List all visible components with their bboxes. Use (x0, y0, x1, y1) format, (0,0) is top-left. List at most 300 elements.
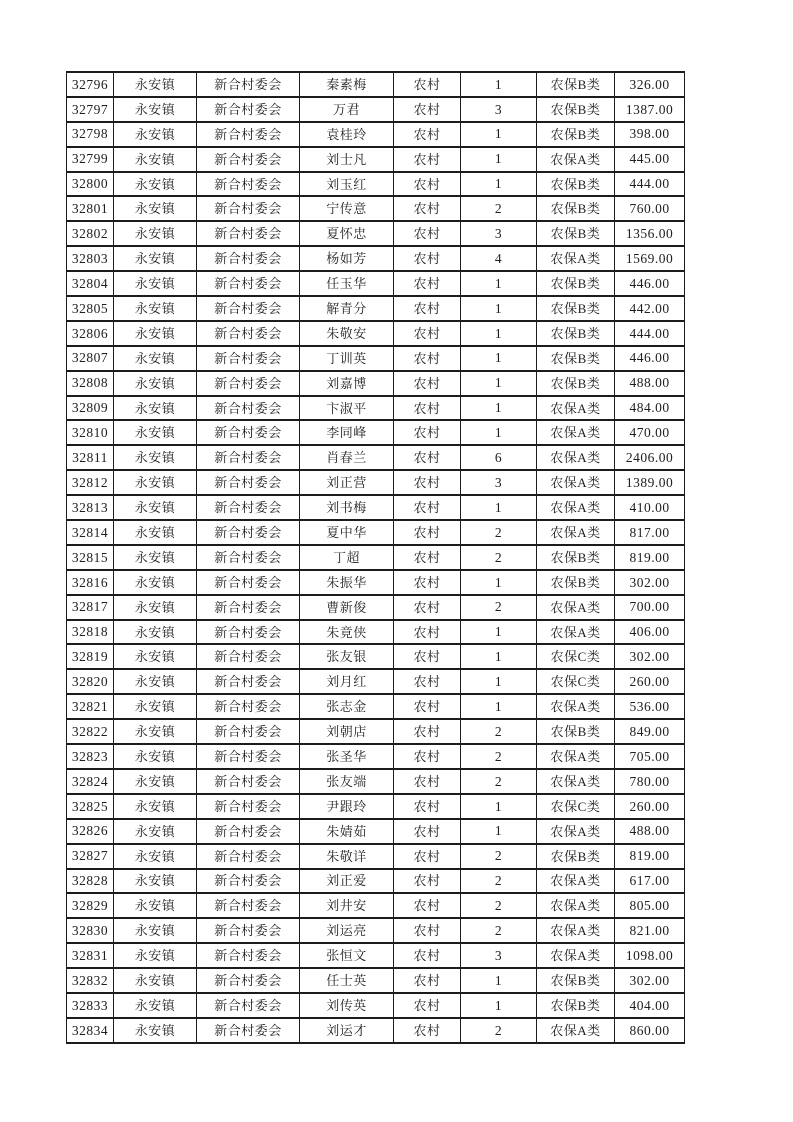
cell-person-count: 1 (461, 694, 537, 719)
cell-person-count: 6 (461, 445, 537, 470)
cell-insurance-class: 农保B类 (537, 545, 615, 570)
cell-person-name: 袁桂玲 (300, 122, 394, 147)
cell-person-name: 卞淑平 (300, 396, 394, 421)
cell-person-name: 刘运亮 (300, 918, 394, 943)
cell-town: 永安镇 (114, 869, 197, 894)
table-row (67, 147, 685, 172)
table-row (67, 72, 685, 97)
cell-insurance-class: 农保A类 (537, 420, 615, 445)
cell-village-committee: 新合村委会 (197, 470, 300, 495)
cell-town: 永安镇 (114, 620, 197, 645)
table-row (67, 122, 685, 147)
table-row (67, 396, 685, 421)
cell-amount: 488.00 (615, 371, 685, 396)
table-row (67, 545, 685, 570)
cell-amount: 470.00 (615, 420, 685, 445)
cell-person-name: 李同峰 (300, 420, 394, 445)
cell-town: 永安镇 (114, 420, 197, 445)
table-row (67, 371, 685, 396)
cell-insurance-class: 农保B类 (537, 271, 615, 296)
cell-town: 永安镇 (114, 321, 197, 346)
cell-amount: 821.00 (615, 918, 685, 943)
cell-village-committee: 新合村委会 (197, 869, 300, 894)
cell-amount: 444.00 (615, 172, 685, 197)
cell-person-count: 1 (461, 396, 537, 421)
cell-person-count: 3 (461, 470, 537, 495)
cell-serial-number: 32801 (67, 196, 114, 221)
cell-person-count: 2 (461, 719, 537, 744)
cell-person-name: 朱婧茹 (300, 819, 394, 844)
cell-insurance-class: 农保A类 (537, 694, 615, 719)
cell-person-name: 刘运才 (300, 1018, 394, 1043)
cell-insurance-class: 农保B类 (537, 172, 615, 197)
cell-amount: 260.00 (615, 669, 685, 694)
cell-person-name: 张恒文 (300, 943, 394, 968)
cell-insurance-class: 农保A类 (537, 495, 615, 520)
cell-person-count: 1 (461, 495, 537, 520)
cell-household-type: 农村 (394, 97, 461, 122)
cell-amount: 817.00 (615, 520, 685, 545)
cell-serial-number: 32800 (67, 172, 114, 197)
cell-person-count: 2 (461, 545, 537, 570)
cell-household-type: 农村 (394, 943, 461, 968)
cell-amount: 819.00 (615, 844, 685, 869)
cell-village-committee: 新合村委会 (197, 296, 300, 321)
cell-insurance-class: 农保B类 (537, 968, 615, 993)
cell-household-type: 农村 (394, 545, 461, 570)
cell-person-count: 4 (461, 246, 537, 271)
cell-insurance-class: 农保B类 (537, 196, 615, 221)
table-row (67, 420, 685, 445)
cell-person-count: 1 (461, 794, 537, 819)
cell-person-name: 刘玉红 (300, 172, 394, 197)
cell-person-name: 刘士凡 (300, 147, 394, 172)
cell-amount: 444.00 (615, 321, 685, 346)
cell-person-count: 1 (461, 346, 537, 371)
cell-serial-number: 32796 (67, 72, 114, 97)
cell-serial-number: 32807 (67, 346, 114, 371)
cell-insurance-class: 农保B类 (537, 570, 615, 595)
table-row (67, 794, 685, 819)
cell-household-type: 农村 (394, 221, 461, 246)
cell-town: 永安镇 (114, 893, 197, 918)
cell-village-committee: 新合村委会 (197, 396, 300, 421)
cell-serial-number: 32815 (67, 545, 114, 570)
cell-person-count: 2 (461, 595, 537, 620)
cell-insurance-class: 农保B类 (537, 993, 615, 1018)
cell-village-committee: 新合村委会 (197, 495, 300, 520)
cell-household-type: 农村 (394, 893, 461, 918)
cell-village-committee: 新合村委会 (197, 122, 300, 147)
cell-insurance-class: 农保B类 (537, 221, 615, 246)
table-body (67, 72, 685, 1043)
cell-person-name: 刘正营 (300, 470, 394, 495)
cell-person-name: 刘正爱 (300, 869, 394, 894)
cell-village-committee: 新合村委会 (197, 221, 300, 246)
table-row (67, 570, 685, 595)
cell-household-type: 农村 (394, 520, 461, 545)
cell-village-committee: 新合村委会 (197, 321, 300, 346)
cell-village-committee: 新合村委会 (197, 644, 300, 669)
cell-insurance-class: 农保A类 (537, 445, 615, 470)
cell-person-name: 任士英 (300, 968, 394, 993)
cell-person-count: 2 (461, 918, 537, 943)
cell-person-name: 张友银 (300, 644, 394, 669)
cell-insurance-class: 农保A类 (537, 769, 615, 794)
cell-insurance-class: 农保A类 (537, 893, 615, 918)
cell-amount: 1356.00 (615, 221, 685, 246)
cell-person-count: 1 (461, 321, 537, 346)
cell-household-type: 农村 (394, 122, 461, 147)
cell-household-type: 农村 (394, 271, 461, 296)
cell-amount: 410.00 (615, 495, 685, 520)
cell-town: 永安镇 (114, 172, 197, 197)
cell-household-type: 农村 (394, 321, 461, 346)
table-row (67, 445, 685, 470)
cell-village-committee: 新合村委会 (197, 943, 300, 968)
cell-amount: 406.00 (615, 620, 685, 645)
cell-town: 永安镇 (114, 943, 197, 968)
cell-amount: 445.00 (615, 147, 685, 172)
cell-person-name: 刘嘉博 (300, 371, 394, 396)
cell-person-name: 张圣华 (300, 744, 394, 769)
cell-person-name: 张友端 (300, 769, 394, 794)
cell-household-type: 农村 (394, 719, 461, 744)
cell-household-type: 农村 (394, 470, 461, 495)
cell-household-type: 农村 (394, 72, 461, 97)
cell-household-type: 农村 (394, 620, 461, 645)
cell-household-type: 农村 (394, 172, 461, 197)
cell-town: 永安镇 (114, 918, 197, 943)
cell-town: 永安镇 (114, 794, 197, 819)
cell-serial-number: 32831 (67, 943, 114, 968)
cell-amount: 1387.00 (615, 97, 685, 122)
cell-household-type: 农村 (394, 371, 461, 396)
cell-person-count: 2 (461, 744, 537, 769)
cell-serial-number: 32816 (67, 570, 114, 595)
cell-person-count: 1 (461, 147, 537, 172)
cell-amount: 1098.00 (615, 943, 685, 968)
cell-village-committee: 新合村委会 (197, 669, 300, 694)
cell-village-committee: 新合村委会 (197, 196, 300, 221)
cell-serial-number: 32799 (67, 147, 114, 172)
cell-person-count: 2 (461, 869, 537, 894)
cell-amount: 2406.00 (615, 445, 685, 470)
cell-village-committee: 新合村委会 (197, 893, 300, 918)
cell-village-committee: 新合村委会 (197, 968, 300, 993)
cell-serial-number: 32802 (67, 221, 114, 246)
cell-village-committee: 新合村委会 (197, 420, 300, 445)
cell-household-type: 农村 (394, 869, 461, 894)
cell-village-committee: 新合村委会 (197, 719, 300, 744)
cell-serial-number: 32828 (67, 869, 114, 894)
table-row (67, 595, 685, 620)
table-row (67, 97, 685, 122)
cell-insurance-class: 农保A类 (537, 918, 615, 943)
cell-insurance-class: 农保C类 (537, 644, 615, 669)
cell-village-committee: 新合村委会 (197, 545, 300, 570)
cell-household-type: 农村 (394, 644, 461, 669)
cell-person-name: 丁超 (300, 545, 394, 570)
cell-person-name: 刘传英 (300, 993, 394, 1018)
cell-insurance-class: 农保B类 (537, 844, 615, 869)
cell-person-name: 朱振华 (300, 570, 394, 595)
cell-village-committee: 新合村委会 (197, 172, 300, 197)
table-row (67, 620, 685, 645)
cell-village-committee: 新合村委会 (197, 769, 300, 794)
cell-person-count: 1 (461, 296, 537, 321)
cell-village-committee: 新合村委会 (197, 844, 300, 869)
cell-town: 永安镇 (114, 122, 197, 147)
cell-serial-number: 32810 (67, 420, 114, 445)
cell-village-committee: 新合村委会 (197, 744, 300, 769)
cell-insurance-class: 农保A类 (537, 595, 615, 620)
cell-person-name: 肖春兰 (300, 445, 394, 470)
cell-town: 永安镇 (114, 196, 197, 221)
table-row (67, 221, 685, 246)
cell-town: 永安镇 (114, 147, 197, 172)
cell-village-committee: 新合村委会 (197, 694, 300, 719)
cell-village-committee: 新合村委会 (197, 819, 300, 844)
table-row (67, 893, 685, 918)
cell-person-name: 刘书梅 (300, 495, 394, 520)
cell-serial-number: 32829 (67, 893, 114, 918)
cell-town: 永安镇 (114, 520, 197, 545)
cell-person-name: 张志金 (300, 694, 394, 719)
cell-town: 永安镇 (114, 72, 197, 97)
cell-amount: 849.00 (615, 719, 685, 744)
cell-insurance-class: 农保C类 (537, 794, 615, 819)
cell-person-count: 1 (461, 122, 537, 147)
table-row (67, 918, 685, 943)
cell-person-name: 任玉华 (300, 271, 394, 296)
cell-town: 永安镇 (114, 396, 197, 421)
cell-insurance-class: 农保A类 (537, 470, 615, 495)
cell-serial-number: 32813 (67, 495, 114, 520)
cell-town: 永安镇 (114, 296, 197, 321)
cell-town: 永安镇 (114, 968, 197, 993)
cell-insurance-class: 农保A类 (537, 520, 615, 545)
cell-household-type: 农村 (394, 495, 461, 520)
table-row (67, 993, 685, 1018)
cell-person-count: 1 (461, 271, 537, 296)
table-row (67, 321, 685, 346)
cell-amount: 442.00 (615, 296, 685, 321)
cell-amount: 446.00 (615, 271, 685, 296)
table-row (67, 520, 685, 545)
cell-household-type: 农村 (394, 595, 461, 620)
cell-amount: 302.00 (615, 644, 685, 669)
cell-insurance-class: 农保B类 (537, 346, 615, 371)
table-row (67, 819, 685, 844)
cell-serial-number: 32825 (67, 794, 114, 819)
cell-person-count: 2 (461, 1018, 537, 1043)
cell-serial-number: 32832 (67, 968, 114, 993)
cell-insurance-class: 农保A类 (537, 943, 615, 968)
cell-serial-number: 32820 (67, 669, 114, 694)
cell-village-committee: 新合村委会 (197, 246, 300, 271)
cell-insurance-class: 农保B类 (537, 72, 615, 97)
cell-village-committee: 新合村委会 (197, 346, 300, 371)
cell-serial-number: 32805 (67, 296, 114, 321)
table-row (67, 644, 685, 669)
cell-amount: 760.00 (615, 196, 685, 221)
cell-household-type: 农村 (394, 744, 461, 769)
cell-insurance-class: 农保B类 (537, 122, 615, 147)
cell-amount: 398.00 (615, 122, 685, 147)
cell-serial-number: 32803 (67, 246, 114, 271)
cell-town: 永安镇 (114, 570, 197, 595)
cell-serial-number: 32834 (67, 1018, 114, 1043)
cell-village-committee: 新合村委会 (197, 993, 300, 1018)
cell-household-type: 农村 (394, 246, 461, 271)
cell-person-name: 刘井安 (300, 893, 394, 918)
cell-insurance-class: 农保A类 (537, 147, 615, 172)
cell-town: 永安镇 (114, 595, 197, 620)
table-row (67, 844, 685, 869)
cell-amount: 860.00 (615, 1018, 685, 1043)
cell-amount: 805.00 (615, 893, 685, 918)
cell-village-committee: 新合村委会 (197, 72, 300, 97)
cell-serial-number: 32817 (67, 595, 114, 620)
table-row (67, 943, 685, 968)
cell-serial-number: 32819 (67, 644, 114, 669)
cell-person-count: 2 (461, 196, 537, 221)
cell-amount: 488.00 (615, 819, 685, 844)
cell-household-type: 农村 (394, 819, 461, 844)
cell-town: 永安镇 (114, 819, 197, 844)
cell-town: 永安镇 (114, 844, 197, 869)
cell-person-count: 1 (461, 620, 537, 645)
cell-serial-number: 32823 (67, 744, 114, 769)
cell-household-type: 农村 (394, 844, 461, 869)
cell-serial-number: 32811 (67, 445, 114, 470)
cell-village-committee: 新合村委会 (197, 445, 300, 470)
cell-household-type: 农村 (394, 147, 461, 172)
cell-town: 永安镇 (114, 669, 197, 694)
table-row (67, 769, 685, 794)
cell-person-count: 2 (461, 520, 537, 545)
cell-amount: 302.00 (615, 570, 685, 595)
cell-amount: 819.00 (615, 545, 685, 570)
cell-person-name: 秦素梅 (300, 72, 394, 97)
cell-household-type: 农村 (394, 794, 461, 819)
cell-person-name: 曹新俊 (300, 595, 394, 620)
cell-person-name: 刘朝店 (300, 719, 394, 744)
cell-amount: 1389.00 (615, 470, 685, 495)
cell-insurance-class: 农保A类 (537, 819, 615, 844)
cell-serial-number: 32821 (67, 694, 114, 719)
cell-town: 永安镇 (114, 346, 197, 371)
cell-amount: 302.00 (615, 968, 685, 993)
cell-village-committee: 新合村委会 (197, 620, 300, 645)
cell-amount: 446.00 (615, 346, 685, 371)
cell-serial-number: 32818 (67, 620, 114, 645)
table-row (67, 196, 685, 221)
cell-serial-number: 32804 (67, 271, 114, 296)
cell-village-committee: 新合村委会 (197, 147, 300, 172)
cell-person-name: 丁训英 (300, 346, 394, 371)
cell-town: 永安镇 (114, 719, 197, 744)
cell-town: 永安镇 (114, 97, 197, 122)
cell-person-count: 3 (461, 943, 537, 968)
cell-town: 永安镇 (114, 993, 197, 1018)
cell-serial-number: 32833 (67, 993, 114, 1018)
cell-person-count: 2 (461, 893, 537, 918)
table-row (67, 1018, 685, 1043)
cell-insurance-class: 农保A类 (537, 396, 615, 421)
cell-insurance-class: 农保B类 (537, 97, 615, 122)
cell-town: 永安镇 (114, 470, 197, 495)
cell-person-count: 1 (461, 371, 537, 396)
cell-person-name: 夏怀忠 (300, 221, 394, 246)
cell-person-count: 3 (461, 97, 537, 122)
cell-person-count: 3 (461, 221, 537, 246)
cell-household-type: 农村 (394, 196, 461, 221)
insurance-roster-table (66, 71, 685, 1044)
cell-person-name: 尹跟玲 (300, 794, 394, 819)
cell-person-count: 1 (461, 644, 537, 669)
cell-serial-number: 32808 (67, 371, 114, 396)
cell-household-type: 农村 (394, 570, 461, 595)
cell-serial-number: 32814 (67, 520, 114, 545)
table-row (67, 271, 685, 296)
cell-amount: 700.00 (615, 595, 685, 620)
cell-household-type: 农村 (394, 669, 461, 694)
cell-village-committee: 新合村委会 (197, 271, 300, 296)
cell-village-committee: 新合村委会 (197, 1018, 300, 1043)
cell-person-count: 1 (461, 819, 537, 844)
cell-household-type: 农村 (394, 993, 461, 1018)
cell-amount: 326.00 (615, 72, 685, 97)
cell-serial-number: 32824 (67, 769, 114, 794)
cell-insurance-class: 农保A类 (537, 744, 615, 769)
cell-town: 永安镇 (114, 644, 197, 669)
cell-person-count: 1 (461, 72, 537, 97)
cell-person-count: 1 (461, 968, 537, 993)
cell-person-name: 刘月红 (300, 669, 394, 694)
cell-serial-number: 32822 (67, 719, 114, 744)
cell-town: 永安镇 (114, 694, 197, 719)
cell-town: 永安镇 (114, 495, 197, 520)
cell-person-count: 1 (461, 172, 537, 197)
cell-amount: 404.00 (615, 993, 685, 1018)
cell-household-type: 农村 (394, 346, 461, 371)
cell-household-type: 农村 (394, 396, 461, 421)
cell-insurance-class: 农保B类 (537, 296, 615, 321)
cell-town: 永安镇 (114, 371, 197, 396)
cell-village-committee: 新合村委会 (197, 570, 300, 595)
cell-household-type: 农村 (394, 420, 461, 445)
cell-town: 永安镇 (114, 769, 197, 794)
cell-amount: 617.00 (615, 869, 685, 894)
cell-insurance-class: 农保A类 (537, 620, 615, 645)
cell-serial-number: 32809 (67, 396, 114, 421)
cell-village-committee: 新合村委会 (197, 794, 300, 819)
cell-person-name: 万君 (300, 97, 394, 122)
table-row (67, 495, 685, 520)
cell-household-type: 农村 (394, 968, 461, 993)
cell-person-name: 朱竟侠 (300, 620, 394, 645)
cell-insurance-class: 农保B类 (537, 719, 615, 744)
cell-person-name: 解青分 (300, 296, 394, 321)
cell-amount: 780.00 (615, 769, 685, 794)
table-row (67, 968, 685, 993)
cell-insurance-class: 农保B类 (537, 321, 615, 346)
cell-household-type: 农村 (394, 694, 461, 719)
cell-village-committee: 新合村委会 (197, 918, 300, 943)
table-row (67, 694, 685, 719)
